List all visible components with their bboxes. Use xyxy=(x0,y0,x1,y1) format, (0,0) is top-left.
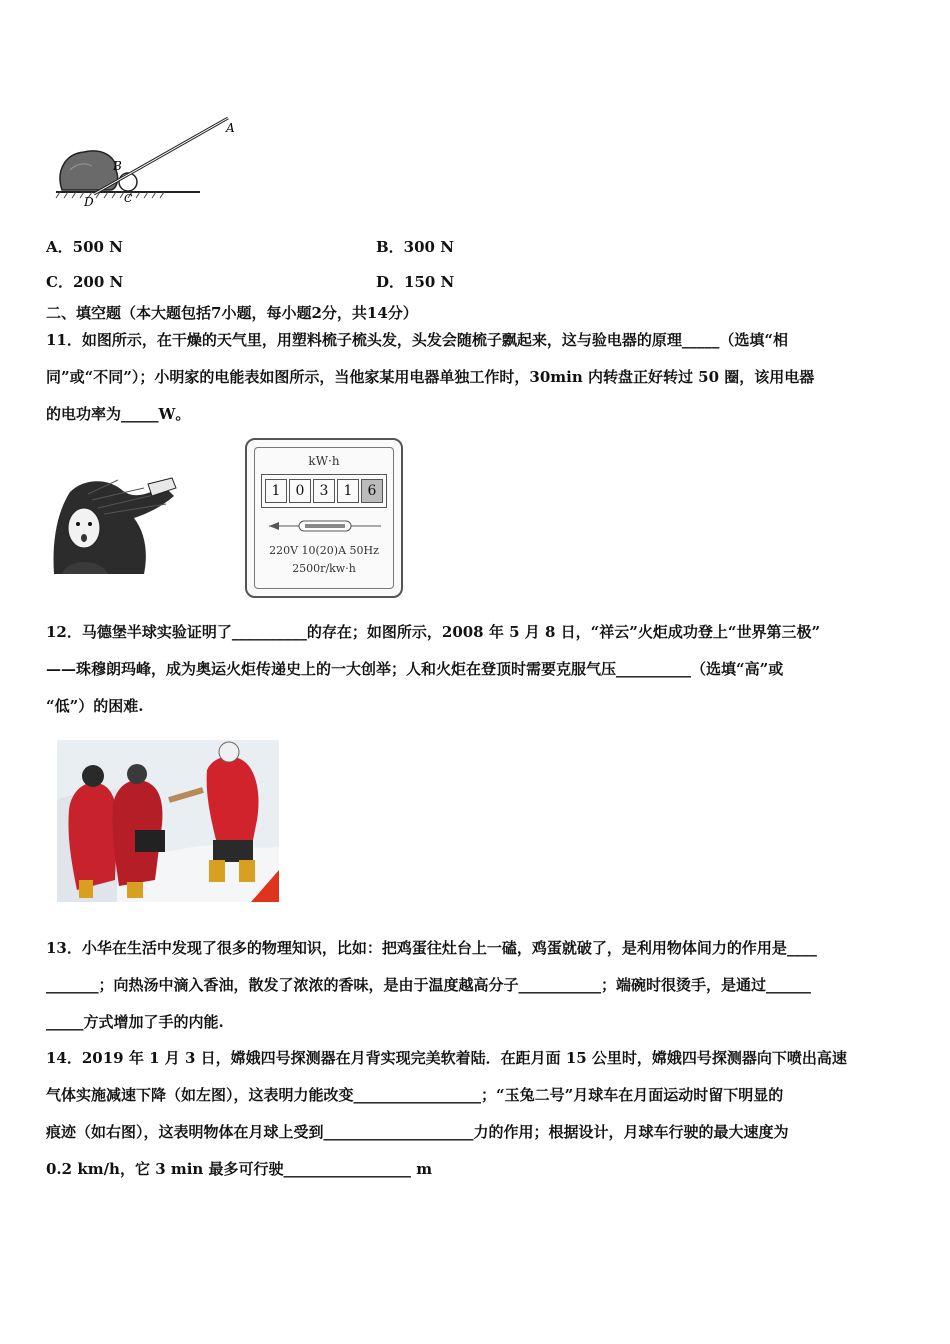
option-d: D．150 N xyxy=(376,273,455,291)
meter-digit: 1 xyxy=(337,479,359,503)
q11-line2: 同”或“不同”）；小明家的电能表如图所示，当他家某用电器单独工作时，30min 内转盘正好转过 50 圈，该用电器 xyxy=(46,368,815,386)
option-c: C．200 N xyxy=(46,273,124,291)
q12-line1: 12．马德堡半球实验证明了__________的存在；如图所示，2008 年 5 月 8 日，“祥云”火炬成功登上“世界第三极” xyxy=(46,623,821,641)
meter-disc-window xyxy=(265,518,385,534)
q12-line3: “低”）的困难. xyxy=(46,697,144,715)
electric-meter xyxy=(245,438,403,598)
q14-line2: 气体实施减速下降（如左图），这表明力能改变_________________；“玉兔二号”月球车在月面运动时留下明显的 xyxy=(46,1086,784,1104)
hair-comb-figure xyxy=(48,474,178,578)
meter-spec-voltage: 220V 10(20)A 50Hz xyxy=(269,544,379,557)
q14-line1: 14．2019 年 1 月 3 日，嫦娥四号探测器在月背实现完美软着陆．在距月面 15 公里时，嫦娥四号探测器向下喷出高速 xyxy=(46,1049,847,1067)
q12-line2: ——珠穆朗玛峰，成为奥运火炬传递史上的一大创举；人和火炬在登顶时需要克服气压__________（选填“高”或 xyxy=(46,660,784,678)
q11-line1: 11．如图所示，在干燥的天气里，用塑料梳子梳头发，头发会随梳子飘起来，这与验电器的原理_____（选填“相 xyxy=(46,331,789,349)
q14-line3: 痕迹（如右图），这表明物体在月球上受到____________________力的作用；根据设计，月球车行驶的最大速度为 xyxy=(46,1123,789,1141)
meter-unit: kW·h xyxy=(308,454,340,468)
meter-digit: 3 xyxy=(313,479,335,503)
lever-figure xyxy=(50,110,250,215)
q13-line2: _______；向热汤中滴入香油，散发了浓浓的香味，是由于温度越高分子___________；端碗时很烫手，是通过______ xyxy=(46,976,812,994)
meter-display xyxy=(261,474,387,508)
q13-line3: _____方式增加了手的内能. xyxy=(46,1013,224,1031)
everest-torch-photo xyxy=(57,740,279,902)
meter-digit-decimal: 6 xyxy=(361,479,383,503)
label-d: D xyxy=(84,195,94,209)
section-title: 二、填空题（本大题包括7小题，每小题2分，共14分） xyxy=(46,304,418,322)
option-a: A．500 N xyxy=(46,238,123,256)
label-a: A xyxy=(226,121,235,135)
label-b: B xyxy=(113,159,122,173)
q11-line3: 的电功率为_____W。 xyxy=(46,405,191,423)
label-c: C xyxy=(124,192,133,205)
meter-digit: 0 xyxy=(289,479,311,503)
option-b: B．300 N xyxy=(376,238,454,256)
meter-digit: 1 xyxy=(265,479,287,503)
meter-spec-revolutions: 2500r/kw·h xyxy=(292,562,356,575)
q14-line4: 0.2 km/h，它 3 min 最多可行驶_________________ m xyxy=(46,1160,433,1178)
q13-line1: 13．小华在生活中发现了很多的物理知识，比如：把鸡蛋往灶台上一磕，鸡蛋就破了，是利用物体间力的作用是____ xyxy=(46,939,817,957)
